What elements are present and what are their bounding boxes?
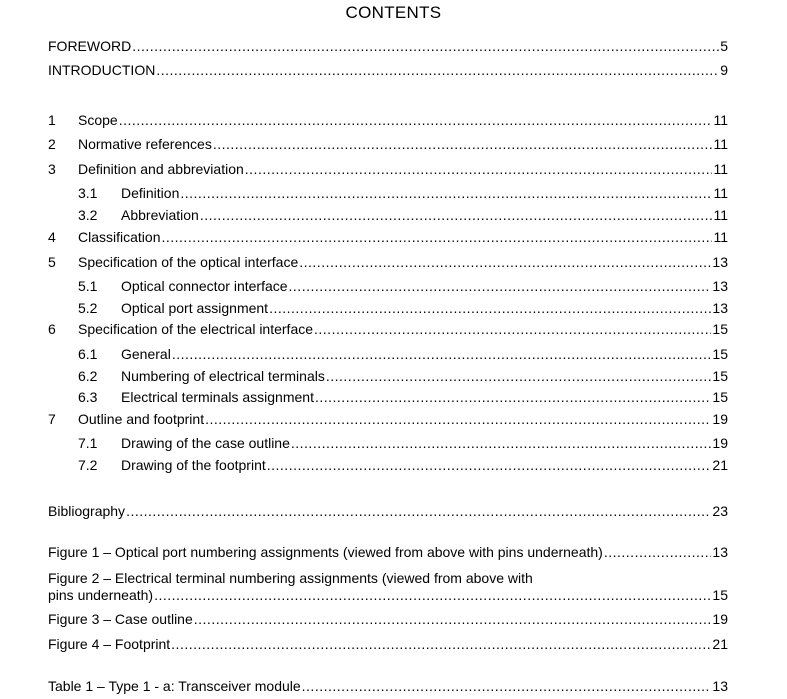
toc-entry-table[interactable] — [48, 678, 728, 696]
toc-page-number: 11 — [713, 185, 728, 201]
toc-label: Abbreviation — [121, 207, 199, 223]
toc-entry-figure[interactable] — [48, 587, 728, 605]
toc-number: 5.2 — [78, 300, 98, 316]
toc-number: 4 — [48, 229, 56, 245]
toc-label: Electrical terminals assignment — [121, 389, 314, 405]
toc-label: Outline and footprint — [78, 411, 205, 427]
toc-page-number: 23 — [712, 503, 728, 519]
toc-leader — [245, 161, 713, 177]
toc-label: Classification — [78, 229, 161, 245]
toc-leader — [132, 38, 719, 54]
toc-page-number: 13 — [712, 278, 728, 294]
toc-label: Scope — [78, 112, 118, 128]
toc-label: Optical connector interface — [121, 278, 288, 294]
toc-leader — [200, 207, 713, 223]
toc-entry-section[interactable] — [48, 136, 728, 154]
toc-leader — [154, 587, 711, 603]
toc-leader — [172, 346, 712, 362]
toc-number: 6.3 — [78, 389, 98, 405]
toc-entry-bibliography[interactable] — [48, 503, 728, 521]
toc-page-number: 21 — [712, 636, 728, 652]
toc-entry-figure[interactable] — [48, 636, 728, 654]
toc-entry-section[interactable] — [48, 411, 728, 429]
toc-leader — [267, 457, 712, 473]
toc-entry-subsection[interactable] — [78, 346, 728, 364]
toc-leader — [315, 389, 711, 405]
toc-page-number: 19 — [712, 611, 728, 627]
toc-page-number: 15 — [712, 587, 728, 603]
toc-entry-section[interactable] — [48, 254, 728, 272]
toc-leader — [269, 300, 711, 316]
toc-page-number: 19 — [712, 411, 728, 427]
toc-number: 1 — [48, 112, 56, 128]
toc-page-number: 5 — [720, 38, 728, 54]
toc-entry-subsection[interactable] — [78, 368, 728, 386]
toc-entry-subsection[interactable] — [78, 185, 728, 203]
toc-entry-foreword[interactable] — [48, 38, 728, 56]
toc-leader — [119, 112, 713, 128]
toc-label: Normative references — [78, 136, 212, 152]
toc-label: Figure 3 – Case outline — [48, 611, 193, 627]
toc-leader — [302, 678, 712, 694]
toc-page-number: 9 — [720, 62, 728, 78]
toc-page-number: 15 — [712, 346, 728, 362]
toc-label: Bibliography — [48, 503, 126, 519]
toc-page-number: 21 — [712, 457, 728, 473]
toc-leader — [213, 136, 713, 152]
toc-label: Figure 4 – Footprint — [48, 636, 171, 652]
toc-number: 6.1 — [78, 346, 98, 362]
toc-page-number: 11 — [713, 112, 728, 128]
toc-number: 5 — [48, 254, 56, 270]
toc-leader — [289, 278, 712, 294]
toc-leader — [126, 503, 711, 519]
toc-page-number: 13 — [712, 544, 728, 560]
toc-leader — [604, 544, 712, 560]
toc-label: pins underneath) — [48, 587, 154, 603]
toc-entry-subsection[interactable] — [78, 457, 728, 475]
toc-page-number: 19 — [712, 435, 728, 451]
toc-label: Definition — [121, 185, 180, 201]
toc-label-wrap: Figure 2 – Electrical terminal numbering assignments (viewed from above with — [48, 570, 533, 586]
toc-label: FOREWORD — [48, 38, 132, 54]
toc-leader — [161, 229, 712, 245]
toc-leader — [194, 611, 712, 627]
toc-leader — [299, 254, 711, 270]
toc-label: Optical port assignment — [121, 300, 269, 316]
toc-leader — [314, 321, 711, 337]
toc-page-number: 11 — [713, 229, 728, 245]
toc-page-number: 11 — [713, 161, 728, 177]
toc-label: Specification of the optical interface — [78, 254, 299, 270]
toc-label: Drawing of the case outline — [121, 435, 290, 451]
toc-number: 6.2 — [78, 368, 98, 384]
toc-label: Drawing of the footprint — [121, 457, 266, 473]
toc-leader — [156, 62, 719, 78]
toc-entry-subsection[interactable] — [78, 207, 728, 225]
toc-entry-introduction[interactable] — [48, 62, 728, 80]
toc-number: 7 — [48, 411, 56, 427]
toc-page-number: 13 — [712, 300, 728, 316]
toc-number: 2 — [48, 136, 56, 152]
toc-page-number: 13 — [712, 254, 728, 270]
toc-number: 5.1 — [78, 278, 98, 294]
page-title: CONTENTS — [345, 3, 442, 22]
toc-leader — [205, 411, 711, 427]
toc-number: 7.1 — [78, 435, 98, 451]
toc-label: Numbering of electrical terminals — [121, 368, 325, 384]
toc-number: 3.1 — [78, 185, 98, 201]
toc-entry-subsection[interactable] — [78, 435, 728, 453]
toc-entry-section[interactable] — [48, 112, 728, 130]
toc-number: 3.2 — [78, 207, 98, 223]
toc-label: General — [121, 346, 171, 362]
toc-leader — [291, 435, 712, 451]
toc-leader — [180, 185, 712, 201]
toc-leader — [326, 368, 712, 384]
toc-page-number: 11 — [713, 136, 728, 152]
toc-leader — [171, 636, 711, 652]
toc-entry-section[interactable] — [48, 161, 728, 179]
toc-page-number: 15 — [712, 321, 728, 337]
toc-entry-figure[interactable] — [48, 544, 728, 562]
toc-number: 6 — [48, 321, 56, 337]
toc-number: 3 — [48, 161, 56, 177]
toc-page-number: 15 — [712, 368, 728, 384]
toc-label: INTRODUCTION — [48, 62, 156, 78]
toc-entry-subsection[interactable] — [78, 389, 728, 407]
toc-label: Figure 1 – Optical port numbering assignments (viewed from above with pins underneath) — [48, 544, 603, 560]
toc-entry-section[interactable] — [48, 229, 728, 247]
toc-entry-figure[interactable] — [48, 611, 728, 629]
toc-label: Specification of the electrical interface — [78, 321, 314, 337]
toc-entry-subsection[interactable] — [78, 278, 728, 296]
toc-entry-section[interactable] — [48, 321, 728, 339]
toc-page-number: 15 — [712, 389, 728, 405]
toc-page-number: 11 — [713, 207, 728, 223]
toc-number: 7.2 — [78, 457, 98, 473]
toc-entry-subsection[interactable] — [78, 300, 728, 318]
toc-label: Table 1 – Type 1 - a: Transceiver module — [48, 678, 301, 694]
toc-label: Definition and abbreviation — [78, 161, 244, 177]
toc-page-number: 13 — [712, 678, 728, 694]
